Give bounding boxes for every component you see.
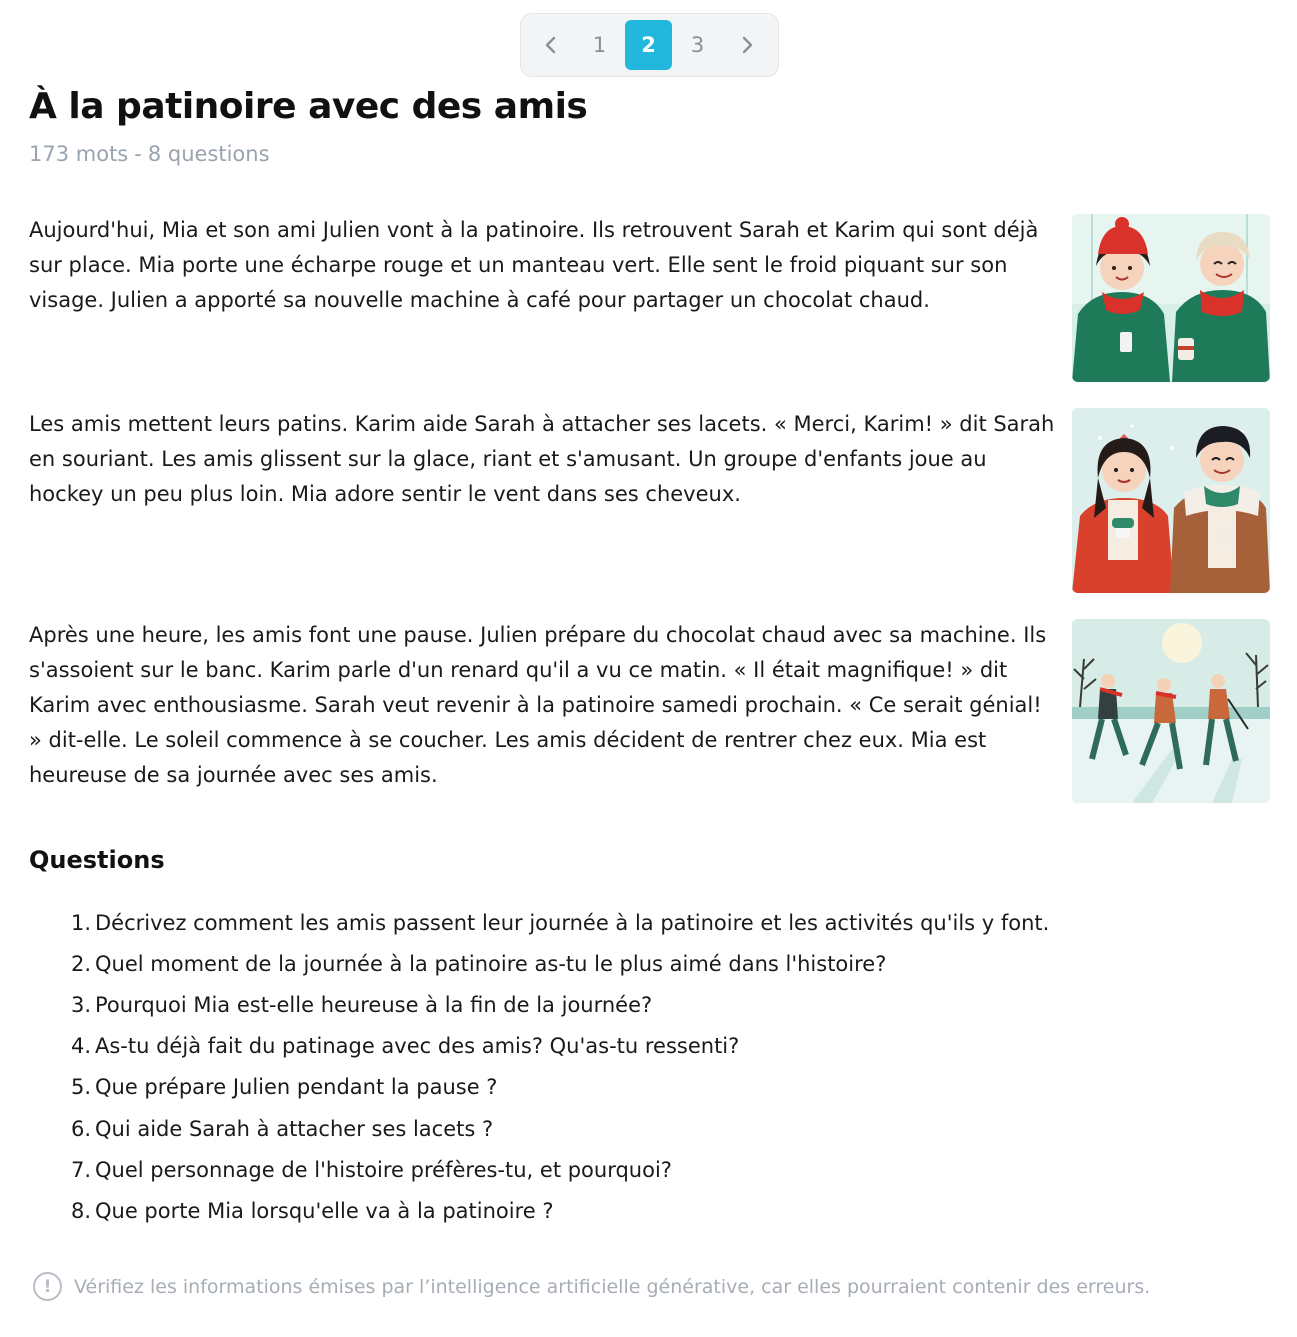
question-number: 2. xyxy=(70,951,91,976)
skaters-sunset-illustration xyxy=(1072,619,1270,803)
word-count: 173 mots xyxy=(29,142,129,166)
question-text: As-tu déjà fait du patinage avec des amis? Qu'as-tu ressenti? xyxy=(95,1034,740,1059)
next-page-button[interactable] xyxy=(723,20,770,70)
pagination xyxy=(520,13,779,77)
question-item xyxy=(29,1108,1269,1149)
meta-separator: - xyxy=(134,142,142,166)
question-number: 6. xyxy=(70,1116,91,1141)
ai-disclaimer xyxy=(33,1272,1150,1301)
question-text: Décrivez comment les amis passent leur journée à la patinoire et les activités qu'ils y font. xyxy=(95,910,1050,935)
page-3-button[interactable]: 3 xyxy=(674,20,721,70)
question-count: 8 questions xyxy=(147,142,270,166)
question-text: Pourquoi Mia est-elle heureuse à la fin de la journée? xyxy=(95,992,653,1017)
previous-page-button[interactable] xyxy=(527,20,574,70)
story-paragraph-2: Les amis mettent leurs patins. Karim aide Sarah à attacher ses lacets. « Merci, Karim! » dit Sarah en souriant. Les amis glissent sur la glace, riant et s'amusant. Un groupe d'enfants joue au hockey un peu plus loin. Mia adore sentir le vent dans ses cheveux. xyxy=(29,412,1055,506)
question-text: Quel moment de la journée à la patinoire as-tu le plus aimé dans l'histoire? xyxy=(95,951,887,976)
friends-green-coats-illustration xyxy=(1072,214,1270,382)
question-number: 7. xyxy=(70,1157,91,1182)
question-item xyxy=(29,943,1269,984)
questions-heading: Questions xyxy=(29,846,165,874)
question-number: 3. xyxy=(70,992,91,1017)
question-item xyxy=(29,902,1269,943)
page-2-button[interactable]: 2 xyxy=(625,20,672,70)
story-paragraph-1: Aujourd'hui, Mia et son ami Julien vont à la patinoire. Ils retrouvent Sarah et Karim qui sont déjà sur place. Mia porte une écharpe rouge et un manteau vert. Elle sent le froid piquant sur son visage. Julien a apporté sa nouvelle machine à café pour partager un chocolat chaud. xyxy=(29,218,1039,312)
questions-list xyxy=(29,902,1269,1232)
page-title: À la patinoire avec des amis xyxy=(29,86,588,127)
question-text: Que porte Mia lorsqu'elle va à la patinoire ? xyxy=(95,1198,554,1223)
question-item xyxy=(29,1149,1269,1190)
disclaimer-text: Vérifiez les informations émises par l’intelligence artificielle générative, car elles pourraient contenir des erreurs. xyxy=(74,1275,1151,1298)
couple-hot-cocoa-illustration xyxy=(1072,408,1270,593)
story-paragraph-3: Après une heure, les amis font une pause. Julien prépare du chocolat chaud avec sa machine. Ils s'assoient sur le banc. Karim parle d'un renard qu'il a vu ce matin. « Il était magnifique! » dit Karim avec enthousiasme. Sarah veut revenir à la patinoire samedi prochain. « Ce serait génial! » dit-elle. Le soleil commence à se coucher. Les amis décident de rentrer chez eux. Mia est heureuse de sa journée avec ses amis. xyxy=(29,623,1047,787)
question-item xyxy=(29,984,1269,1025)
question-number: 5. xyxy=(70,1075,91,1100)
chevron-left-icon xyxy=(541,35,561,55)
warning-icon: ! xyxy=(33,1272,62,1301)
question-item xyxy=(29,1067,1269,1108)
question-number: 1. xyxy=(70,910,91,935)
chevron-right-icon xyxy=(737,35,757,55)
question-text: Que prépare Julien pendant la pause ? xyxy=(95,1075,498,1100)
question-text: Quel personnage de l'histoire préfères-tu, et pourquoi? xyxy=(95,1157,672,1182)
question-item xyxy=(29,1026,1269,1067)
page-1-button[interactable]: 1 xyxy=(576,20,623,70)
question-item xyxy=(29,1190,1269,1231)
question-number: 4. xyxy=(70,1034,91,1059)
story-meta xyxy=(29,142,270,166)
question-number: 8. xyxy=(70,1198,91,1223)
question-text: Qui aide Sarah à attacher ses lacets ? xyxy=(95,1116,494,1141)
